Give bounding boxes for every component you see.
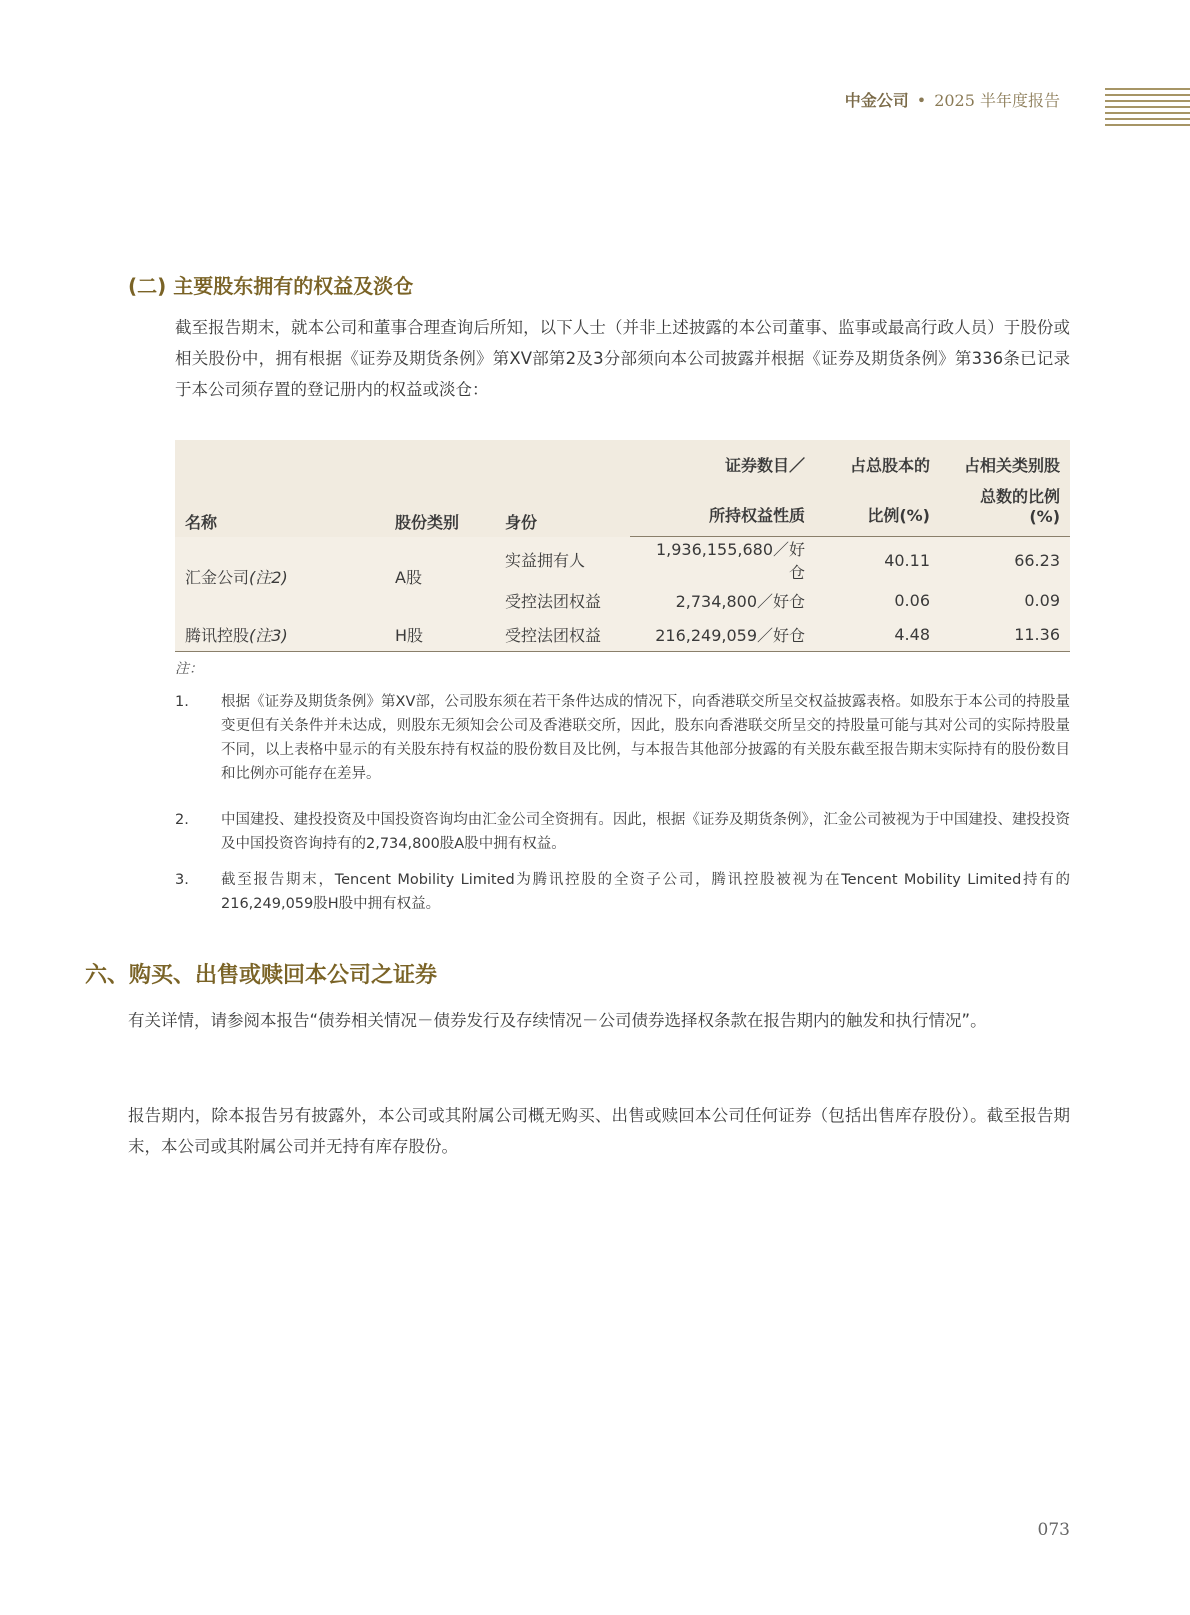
section6-paragraph-2: 报告期内，除本报告另有披露外，本公司或其附属公司概无购买、出售或赎回本公司任何证券（包括出售库存股份）。截至报告期末，本公司或其附属公司并无持有库存股份。	[128, 1106, 1070, 1156]
cell-pct-total: 40.11	[884, 550, 930, 570]
note-number: 3.	[175, 872, 189, 888]
note-text: 中国建投、建投投资及中国投资咨询均由汇金公司全资拥有。因此，根据《证券及期货条例》，汇金公司被视为于中国建投、建投投资及中国投资咨询持有的2,734,800股A股中拥有权益。	[221, 812, 1070, 852]
cell-capacity: 受控法团权益	[495, 617, 630, 652]
cell-share-class: A股	[395, 568, 422, 588]
cell-shares: 2,734,800／好仓	[675, 591, 805, 611]
cell-shares: 1,936,155,680／好仓	[655, 540, 805, 582]
section6-paragraph-1: 有关详情，请参阅本报告“债券相关情况－债券发行及存续情况－公司债券选择权条款在报告期内的触发和执行情况”。	[128, 1011, 987, 1030]
header-company: 中金公司	[844, 91, 909, 110]
cell-name	[175, 537, 385, 618]
shareholder-name: 汇金公司	[185, 568, 250, 588]
col-header-shares-line1: 证券数目／	[724, 456, 805, 475]
notes-heading: 注：	[175, 661, 203, 677]
col-header-share-class: 股份类别	[395, 512, 460, 532]
section-heading-securities-purchase: 六、购买、出售或赎回本公司之证券	[85, 963, 438, 988]
cell-pct-class: 66.23	[1014, 550, 1060, 570]
cell-pct-class: 11.36	[940, 617, 1070, 652]
table-row	[175, 537, 1070, 584]
note-text: 根据《证券及期货条例》第XV部，公司股东须在若干条件达成的情况下，向香港联交所呈交权益披露表格。如股东于本公司的持股量变更但有关条件并未达成，则股东无须知会公司及香港联交所，因此，股东向香港联交所呈交的持股量可能与其对公司的实际持股量不同，以上表格中显示的有关股东持有权益的股份数目及比例，与本报告其他部分披露的有关股东截至报告期末实际持有的股份数目和比例亦可能存在差异。	[221, 694, 1070, 782]
shareholder-name: 腾讯控股	[185, 625, 250, 645]
note-item	[175, 690, 1070, 786]
cell-pct-total: 4.48	[815, 617, 940, 652]
col-header-pct-total-line1: 占总股本的	[849, 456, 930, 475]
col-header-capacity: 身份	[505, 512, 538, 532]
note-item	[175, 868, 1070, 916]
cell-capacity: 受控法团权益	[505, 591, 602, 611]
shareholder-note-ref: (注3)	[249, 625, 288, 645]
cell-pct-class: 0.09	[1024, 590, 1060, 610]
col-header-name: 名称	[185, 512, 218, 532]
cell-name	[175, 617, 385, 652]
note-item	[175, 808, 1070, 856]
cell-shares: 216,249,059／好仓	[630, 617, 815, 652]
col-header-pct-class-line2: 总数的比例(%)	[940, 480, 1070, 537]
header-report-title: 2025 半年度报告	[934, 91, 1060, 110]
cell-pct-total: 0.06	[894, 590, 930, 610]
header-separator: •	[916, 91, 927, 110]
cell-capacity: 实益拥有人	[505, 551, 586, 571]
note-number: 1.	[175, 694, 189, 710]
cell-share-class: H股	[385, 617, 495, 652]
table-row	[175, 617, 1070, 652]
header-decoration	[1105, 88, 1190, 130]
col-header-pct-total-line2: 比例(%)	[815, 480, 940, 537]
shareholders-table	[175, 440, 1070, 652]
note-number: 2.	[175, 812, 189, 828]
table-header-row	[175, 440, 1070, 480]
col-header-shares-line2: 所持权益性质	[630, 480, 815, 537]
page-number: 073	[1037, 1520, 1070, 1540]
section-intro-paragraph: 截至报告期末，就本公司和董事合理查询后所知，以下人士（并非上述披露的本公司董事、监事或最高行政人员）于股份或相关股份中，拥有根据《证券及期货条例》第XV部第2及3分部须向本公司披露并根据《证券及期货条例》第336条已记录于本公司须存置的登记册内的权益或淡仓：	[175, 318, 1070, 399]
col-header-pct-class-line1: 占相关类别股	[963, 456, 1060, 475]
section-heading-major-shareholders: (二) 主要股东拥有的权益及淡仓	[128, 274, 414, 298]
note-text: 截至报告期末，Tencent Mobility Limited为腾讯控股的全资子公司，腾讯控股被视为在Tencent Mobility Limited持有的216,249,059股H股中拥有权益。	[221, 872, 1070, 912]
shareholder-note-ref: (注2)	[249, 568, 288, 588]
running-header	[845, 88, 1060, 111]
